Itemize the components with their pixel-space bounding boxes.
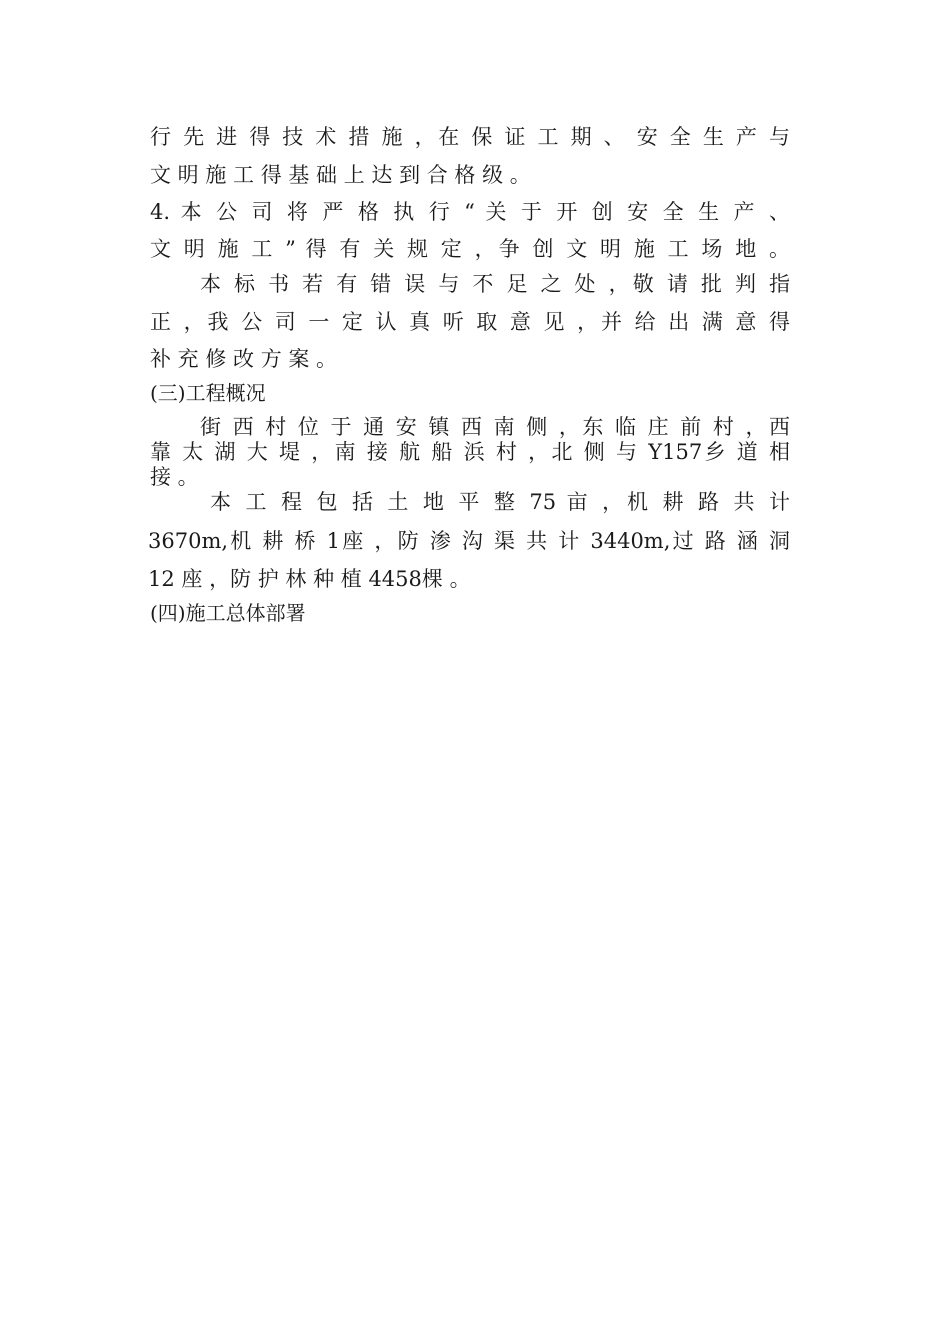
paragraph-first-line: 街 西 村 位 于 通 安 镇 西 南 侧 ，东 临 庄 前 村 ，西 (200, 415, 790, 439)
body-text-line: 正 ，我 公 司 一 定 认 真 听 取 意 见 ，并 给 出 满 意 得 (150, 310, 790, 334)
body-text-line: 靠 太 湖 大 堤 ，南 接 航 船 浜 村 ，北 侧 与 Y157乡 道 相 (150, 440, 790, 464)
section-heading: (四)施工总体部署 (150, 601, 306, 625)
body-text-line: 4. 本 公 司 将 严 格 执 行 “ 关 于 开 创 安 全 生 产 、 (150, 200, 790, 224)
body-text-line: 文 明 施 工 得 基 础 上 达 到 合 格 级 。 (150, 163, 531, 187)
body-text-line: 接 。 (150, 465, 199, 489)
body-text-line: 12 座 ，防 护 林 种 植 4458棵 。 (148, 567, 471, 591)
paragraph-first-line: 本 工 程 包 括 土 地 平 整 75 亩 ，机 耕 路 共 计 (210, 490, 790, 514)
paragraph-first-line: 本 标 书 若 有 错 误 与 不 足 之 处 ，敬 请 批 判 指 (200, 272, 790, 296)
body-text-line: 行 先 进 得 技 术 措 施 ，在 保 证 工 期 、 安 全 生 产 与 (150, 125, 790, 149)
section-heading: (三)工程概况 (150, 381, 266, 405)
body-text-line: 补 充 修 改 方 案 。 (150, 347, 338, 371)
body-text-line: 3670m,机 耕 桥 1座 ，防 渗 沟 渠 共 计 3440m,过 路 涵 洞 (148, 529, 790, 553)
body-text-line: 文 明 施 工 ” 得 有 关 规 定 ，争 创 文 明 施 工 场 地 。 (150, 237, 790, 261)
